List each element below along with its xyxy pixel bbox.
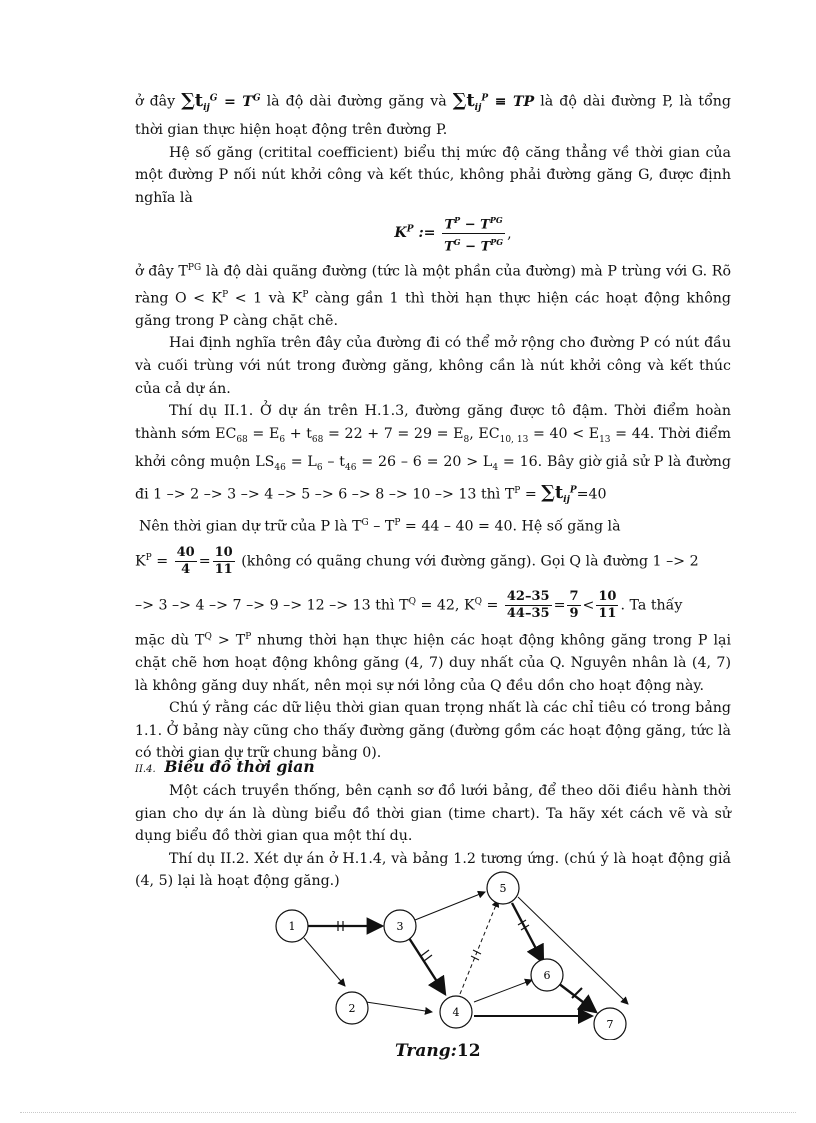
node-6 [531, 959, 563, 991]
node-3 [384, 910, 416, 942]
fraction-7-9: $\frac{7}{9}$ [569, 589, 579, 622]
edge-5-7 [518, 897, 628, 1004]
paragraph-comparison: mặc dù $T^Q > T^P$ nhưng thời hạn thực hiện các hoạt động không găng trong P lại chặt chẽ hơn hoạt động không găng (4, 7) duy nhất của Q. Nguyên nhân là (4, 7) là không găng duy nhất, nên mọi sự nới lỏng của Q đều dồn cho hoạt động này. [135, 631, 731, 694]
section-number: II.4. [135, 764, 156, 775]
paragraph-tpg: ở đây $T^{PG}$ là độ dài quãng đường (tức là một phần của đường) mà P trùng với G. Rõ ràng $O < K^P < 1$ và $K^P$ càng gần 1 thì thời hạn thực hiện các hoạt động không găng trong P càng chặt chẽ. [135, 263, 731, 329]
svg-text:6: 6 [543, 969, 551, 982]
fraction-10-11: $\frac{10}{11}$ [214, 545, 233, 578]
node-7 [594, 1008, 626, 1040]
paragraph-example-ii2: Thí dụ II.2. Xét dự án ở H.1.4, và bảng 1.2 tương ứng. (chú ý là hoạt động giả (4, 5) lại là hoạt động găng.) [135, 850, 731, 890]
edge-5-6 [512, 903, 543, 962]
page-footer [395, 1041, 481, 1061]
text-fragment: là độ dài đường P, là tổng [540, 93, 731, 110]
fraction-kp-definition: $\frac{T^P - T^{PG}}{T^G - T^{PG}}$ [442, 212, 505, 256]
edge-6-7 [558, 983, 596, 1012]
paragraph-time-chart: Một cách truyền thống, bên cạnh sơ đồ lưới bảng, để theo dõi điều hành thời gian cho dự án là dùng biểu đồ thời gian (time chart). Ta hãy xét cách vẽ và sử dụng biểu đồ thời gian qua một thí dụ. [135, 783, 731, 845]
fraction-40-4: $\frac{40}{4}$ [176, 545, 195, 578]
paragraph-reserve-time: Nên thời gian dự trữ của P là $T^G - T^P = 44 - 40 = 40$. Hệ số găng là [139, 517, 621, 535]
equation-kp: $K^P$ := $\frac{T^P - T^{PG}}{T^G - T^{PG}}$ , [175, 212, 731, 256]
svg-text:1: 1 [288, 920, 296, 933]
fraction-kq: $\frac{42-35}{44-35}$ [506, 589, 550, 622]
svg-text:5: 5 [499, 882, 507, 895]
svg-text:3: 3 [396, 920, 404, 933]
section-heading [135, 757, 315, 776]
network-diagram [260, 870, 660, 1040]
edge-4-6 [474, 980, 532, 1002]
text-fragment: là độ dài đường găng và [266, 93, 447, 110]
footer-label: Trang: [395, 1041, 457, 1061]
edge-3-5 [415, 892, 485, 920]
paragraph-kp-value: $K^P$ = $\frac{40}{4}$ = $\frac{10}{11}$ (không có quãng chung với đường găng). Gọi Q là đường 1 –> 2 [135, 545, 699, 578]
svg-text:2: 2 [348, 1002, 356, 1015]
paragraph-example-ii1: Thí dụ II.1. Ở dự án trên H.1.3, đường găng được tô đậm. Thời điểm hoàn thành sớm $EC_{68} = E_6 + t_{68} = 22 + 7 = 29 = E_8$, $EC_{10, 13} = 40 < E_{13} = 44$. Thời điểm khởi công muộn $LS_{46} = L_6 - t_{46} = 26 - 6 = 20 > L_4 = 16$. Bây giờ giả sử P là đường đi 1 –> 2 –> 3 –> 4 –> 5 –> 6 –> 8 –> 10 –> 13 thì $T^P = \sum t_{ij}^P=40$ [135, 403, 732, 506]
node-5 [487, 872, 519, 904]
paragraph-note-table: Chú ý rằng các dữ liệu thời gian quan trọng nhất là các chỉ tiêu có trong bảng 1.1. Ở bảng này cũng cho thấy đường găng (đường gồm các hoạt động găng, tức là có thời gian dự trữ chung bằng 0). [135, 700, 731, 762]
paragraph-extension: Hai định nghĩa trên đây của đường đi có thể mở rộng cho đường P có nút đầu và cuối trùng với nút trong đường găng, không cần là nút khởi công và kết thúc của cả dự án. [135, 335, 731, 397]
node-4 [440, 996, 472, 1028]
edge-3-4 [409, 938, 445, 994]
node-1 [276, 910, 308, 942]
edge-1-2 [304, 938, 345, 986]
body-text-upper [135, 87, 731, 765]
text-fragment: thời gian thực hiện hoạt động trên đường P. [135, 122, 448, 139]
paragraph-kq-value: –> 3 –> 4 –> 7 –> 9 –> 12 –> 13 thì $T^Q = 42$, $K^Q$ = $\frac{42-35}{44-35}$ = $\frac{7}{9}$ < $\frac{10}{11}$ . Ta thấy [135, 589, 683, 622]
formula-sum-critical: $\sum t_{ij}^G = T^G$ [181, 89, 261, 113]
page-number: 12 [456, 1041, 481, 1061]
text-fragment: ở đây [135, 93, 176, 110]
page-bottom-divider [20, 1112, 796, 1113]
svg-text:7: 7 [606, 1018, 614, 1031]
edge-2-4 [366, 1002, 432, 1012]
paragraph-critical-coefficient: Hệ số găng (critital coefficient) biểu thị mức độ căng thẳng về thời gian của một đường P nối nút khởi công và kết thúc, không phải đường găng G, được định nghĩa là [135, 144, 731, 206]
section-title: Biểu đồ thời gian [164, 757, 315, 776]
fraction-10-11-b: $\frac{10}{11}$ [598, 589, 617, 622]
formula-sum-path: $\sum t_{ij}^P$ ≡ TP [452, 89, 535, 113]
node-2 [336, 992, 368, 1024]
edge-4-5-dummy [460, 900, 498, 994]
svg-text:4: 4 [452, 1006, 460, 1019]
paragraph-critical-path-def [135, 87, 731, 142]
